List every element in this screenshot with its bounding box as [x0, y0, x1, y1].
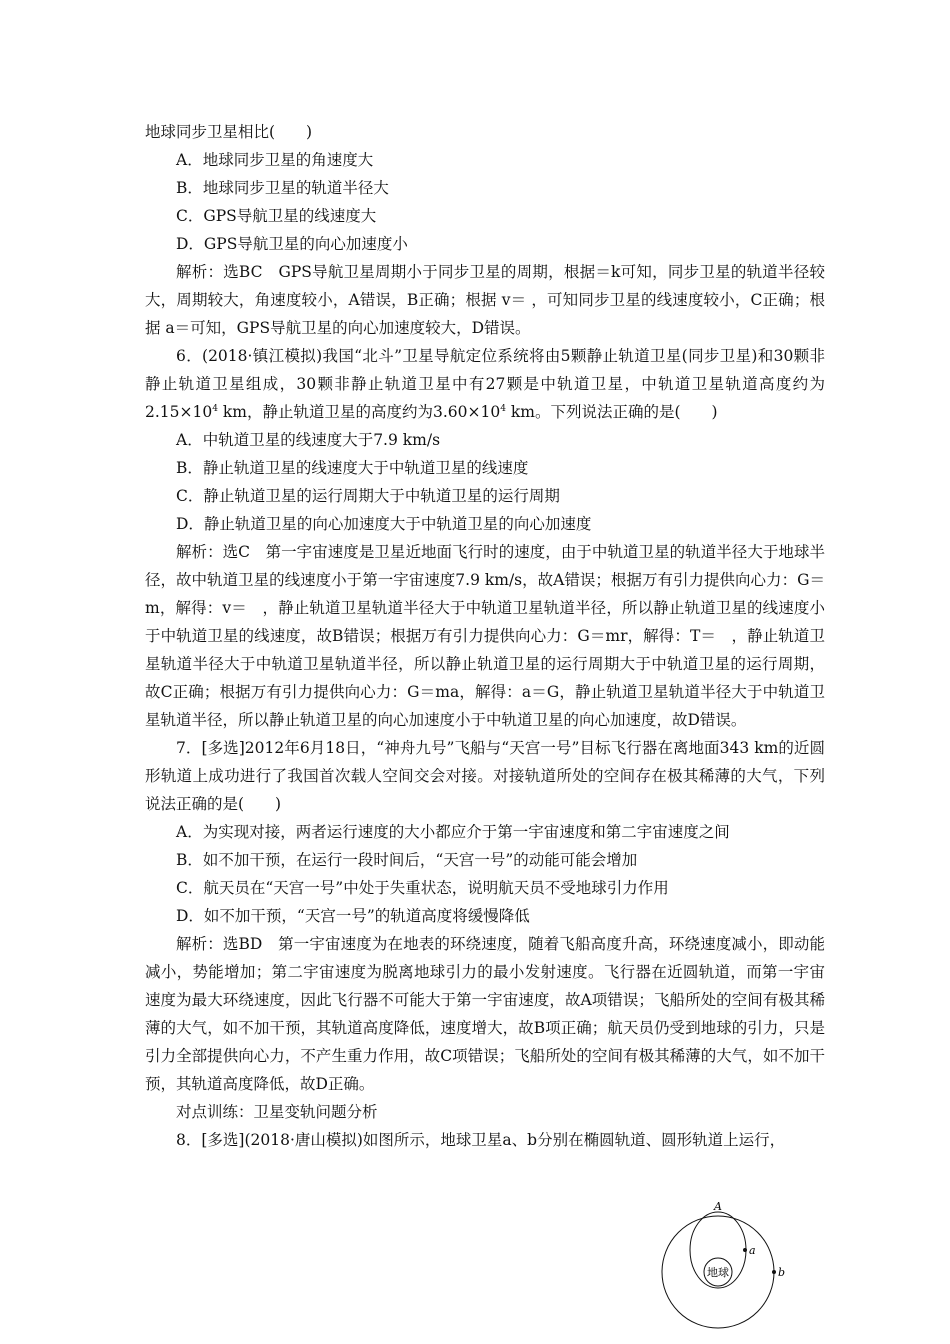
- q7-option-b: B．如不加干预，在运行一段时间后，“天宫一号”的动能可能会增加: [176, 851, 638, 869]
- label-a: a: [749, 1244, 756, 1257]
- q5-option-b: B．地球同步卫星的轨道半径大: [176, 179, 389, 197]
- orbit-diagram: [660, 1200, 800, 1340]
- satellite-b-dot: [772, 1270, 776, 1274]
- q5-analysis: 解析：选BC GPS导航卫星周期小于同步卫星的周期，根据＝k可知，同步卫星的轨道半径较大，周期较大，角速度较小，A错误，B正确；根据 v＝ ，可知同步卫星的线速度较小，C正确；根据 a＝可知，GPS导航卫星的向心加速度较大，D错误。: [145, 263, 825, 337]
- q6-option-a: A．中轨道卫星的线速度大于7.9 km/s: [176, 431, 441, 449]
- section-heading: 对点训练：卫星变轨问题分析: [176, 1103, 378, 1121]
- q7-stem: 7．[多选]2012年6月18日，“神舟九号”飞船与“天宫一号”目标飞行器在离地面343 km的近圆形轨道上成功进行了我国首次载人空间交会对接。对接轨道所处的空间存在极其稀薄的大气，下列说法正确的是( ): [145, 739, 825, 813]
- label-A: A: [714, 1200, 722, 1213]
- q6-stem: 6．(2018·镇江模拟)我国“北斗”卫星导航定位系统将由5颗静止轨道卫星(同步卫星)和30颗非静止轨道卫星组成，30颗非静止轨道卫星中有27颗是中轨道卫星，中轨道卫星轨道高度约为$2.15\times 10^4$ km，静止轨道卫星的高度约为$3.60\times 10^4$ km。下列说法正确的是( ): [145, 347, 825, 421]
- label-b: b: [778, 1266, 786, 1279]
- q7-option-a: A．为实现对接，两者运行速度的大小都应介于第一宇宙速度和第二宇宙速度之间: [176, 823, 730, 841]
- document-page: [145, 118, 825, 1154]
- q6-option-b: B．静止轨道卫星的线速度大于中轨道卫星的线速度: [176, 459, 529, 477]
- earth-label: 地球: [707, 1266, 729, 1279]
- q8-stem: 8．[多选](2018·唐山模拟)如图所示，地球卫星a、b分别在椭圆轨道、圆形轨道上运行，: [176, 1131, 786, 1149]
- q6-analysis: 解析：选C 第一宇宙速度是卫星近地面飞行时的速度，由于中轨道卫星的轨道半径大于地球半径，故中轨道卫星的线速度小于第一宇宙速度7.9 km/s，故A错误；根据万有引力提供向心力：G＝m，解得：v＝ ，静止轨道卫星轨道半径大于中轨道卫星轨道半径，所以静止轨道卫星的线速度小于中轨道卫星的线速度，故B错误；根据万有引力提供向心力：G＝mr，解得：T＝ ，静止轨道卫星轨道半径大于中轨道卫星轨道半径，所以静止轨道卫星的运行周期大于中轨道卫星的运行周期，故C正确；根据万有引力提供向心力：G＝ma，解得：a＝G，静止轨道卫星轨道半径大于中轨道卫星轨道半径，所以静止轨道卫星的向心加速度小于中轨道卫星的向心加速度，故D错误。: [145, 543, 825, 729]
- q5-option-d: D．GPS导航卫星的向心加速度小: [176, 235, 408, 253]
- q6-option-c: C．静止轨道卫星的运行周期大于中轨道卫星的运行周期: [176, 487, 560, 505]
- q7-analysis: 解析：选BD 第一宇宙速度为在地表的环绕速度，随着飞船高度升高，环绕速度减小，即动能减小，势能增加；第二宇宙速度为脱离地球引力的最小发射速度。飞行器在近圆轨道，而第一宇宙速度为最大环绕速度，因此飞行器不可能大于第一宇宙速度，故A项错误；飞船所处的空间有极其稀薄的大气，如不加干预，其轨道高度降低，速度增大，故B项正确；航天员仍受到地球的引力，只是引力全部提供向心力，不产生重力作用，故C项错误；飞船所处的空间有极其稀薄的大气，如不加干预，其轨道高度降低，故D正确。: [145, 935, 825, 1093]
- q7-option-d: D．如不加干预，“天宫一号”的轨道高度将缓慢降低: [176, 907, 530, 925]
- satellite-a-dot: [743, 1248, 747, 1252]
- q6-option-d: D．静止轨道卫星的向心加速度大于中轨道卫星的向心加速度: [176, 515, 592, 533]
- q5-stem-tail: 地球同步卫星相比( ): [145, 123, 313, 141]
- q5-option-a: A．地球同步卫星的角速度大: [176, 151, 374, 169]
- q7-option-c: C．航天员在“天宫一号”中处于失重状态，说明航天员不受地球引力作用: [176, 879, 669, 897]
- q5-option-c: C．GPS导航卫星的线速度大: [176, 207, 377, 225]
